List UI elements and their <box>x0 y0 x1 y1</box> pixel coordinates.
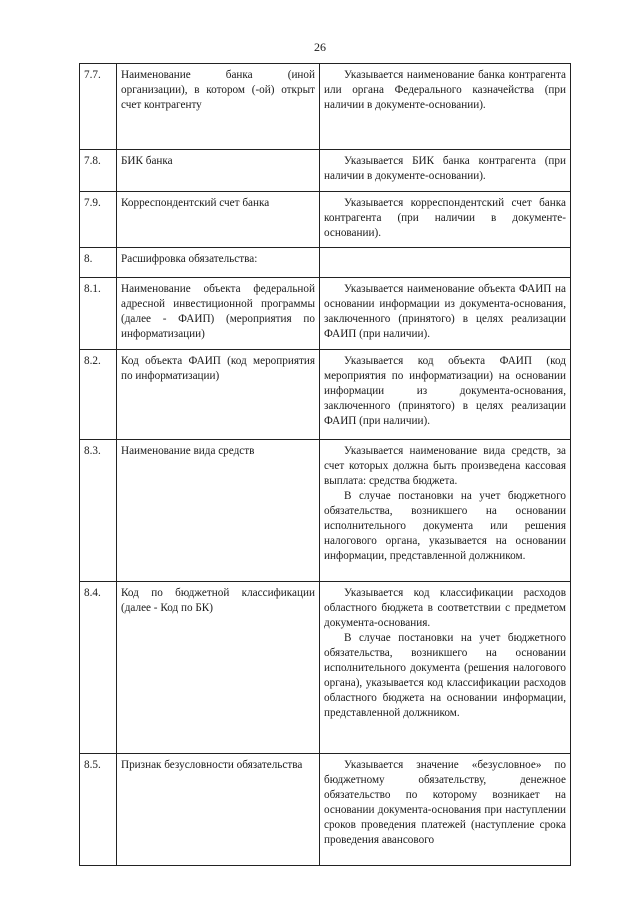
field-description <box>320 278 571 350</box>
row-number: 8.3. <box>80 440 117 582</box>
field-name: Наименование банка (иной организации), в котором (-ой) открыт счет контрагенту <box>117 64 320 150</box>
table-row <box>80 754 571 866</box>
description-paragraph: Указывается наименование вида средств, за счет которых должна быть произведена кассовая выплата: средства бюджета. <box>324 445 566 487</box>
field-name: БИК банка <box>117 150 320 192</box>
page-number: 26 <box>314 40 326 54</box>
field-name: Наименование вида средств <box>117 440 320 582</box>
field-name: Корреспондентский счет банка <box>117 192 320 248</box>
field-description <box>320 350 571 440</box>
description-paragraph: Указывается код объекта ФАИП (код мероприятия по информатизации) на основании информации из документа-основания, заключенного (принятого) в целях реализации ФАИП (при наличии). <box>324 355 566 427</box>
description-paragraph: В случае постановки на учет бюджетного обязательства, возникшего на основании исполнительного документа или решения налогового органа, указывается на основании информации, представленной должником. <box>324 490 566 562</box>
row-number: 7.9. <box>80 192 117 248</box>
row-number: 8.5. <box>80 754 117 866</box>
field-description <box>320 248 571 278</box>
table-row <box>80 248 571 278</box>
field-description <box>320 192 571 248</box>
table-row <box>80 150 571 192</box>
field-name: Код объекта ФАИП (код мероприятия по информатизации) <box>117 350 320 440</box>
field-description <box>320 440 571 582</box>
description-paragraph: Указывается корреспондентский счет банка контрагента (при наличии в документе-основании). <box>324 197 566 239</box>
table-row <box>80 440 571 582</box>
row-number: 8.1. <box>80 278 117 350</box>
description-paragraph: Указывается наименование банка контрагента или органа Федерального казначейства (при наличии в документе-основании). <box>324 69 566 111</box>
table-row <box>80 350 571 440</box>
requisites-table <box>79 63 571 866</box>
field-name: Код по бюджетной классификации (далее - Код по БК) <box>117 582 320 754</box>
table-row <box>80 278 571 350</box>
description-paragraph: Указывается наименование объекта ФАИП на основании информации из документа-основания, заключенного (принятого) в целях реализации ФАИП (при наличии). <box>324 283 566 340</box>
row-number: 7.8. <box>80 150 117 192</box>
row-number: 8.2. <box>80 350 117 440</box>
description-paragraph: Указывается код классификации расходов областного бюджета в соответствии с предметом документа-основания. <box>324 587 566 629</box>
field-description <box>320 64 571 150</box>
field-name: Наименование объекта федеральной адресной инвестиционной программы (далее - ФАИП) (мероприятия по информатизации) <box>117 278 320 350</box>
field-description <box>320 582 571 754</box>
description-paragraph: Указывается значение «безусловное» по бюджетному обязательству, денежное обязательство по которому возникает на основании документа-основания при наступлении сроков проведения платежей (наступление срока проведения авансового <box>324 759 566 846</box>
field-description <box>320 150 571 192</box>
table-row <box>80 582 571 754</box>
description-paragraph: В случае постановки на учет бюджетного обязательства, возникшего на основании исполнительного документа (решения налогового органа), указывается код классификации расходов областного бюджета на основании информации, представленной должником. <box>324 632 566 719</box>
row-number: 8.4. <box>80 582 117 754</box>
row-number: 8. <box>80 248 117 278</box>
field-name: Расшифровка обязательства: <box>117 248 320 278</box>
table-row <box>80 64 571 150</box>
field-name: Признак безусловности обязательства <box>117 754 320 866</box>
row-number: 7.7. <box>80 64 117 150</box>
table-row <box>80 192 571 248</box>
description-paragraph: Указывается БИК банка контрагента (при наличии в документе-основании). <box>324 155 566 182</box>
field-description <box>320 754 571 866</box>
